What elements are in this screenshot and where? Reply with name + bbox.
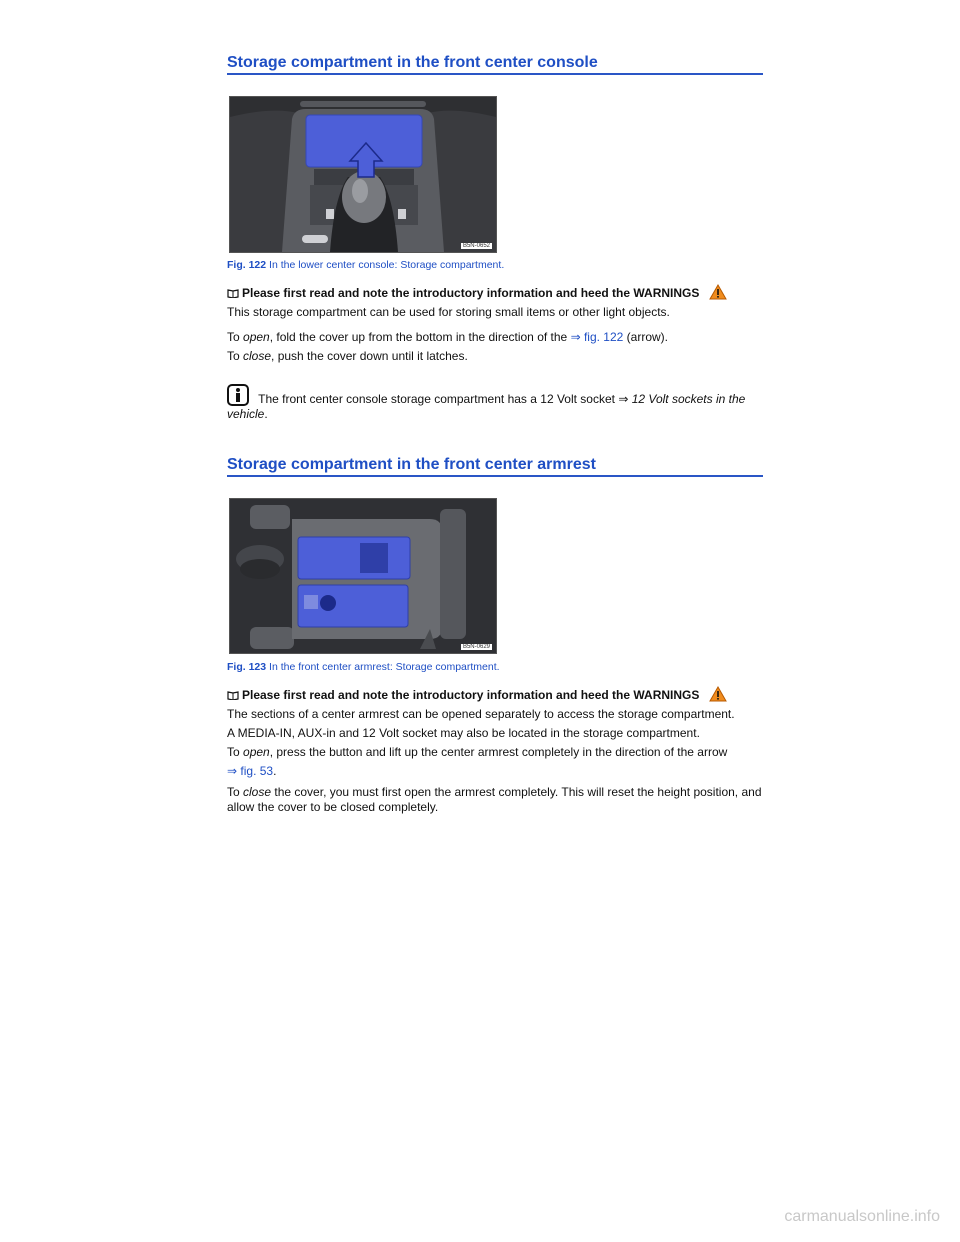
caption-number: Fig. 122 <box>227 259 267 271</box>
text: , push the cover down until it latches. <box>271 349 468 363</box>
paragraph: A MEDIA-IN, AUX-in and 12 Volt socket may also be located in the storage compartment. <box>227 726 700 740</box>
warning-icon <box>709 284 727 300</box>
fig-link[interactable]: ⇒ fig. 122 <box>570 330 624 344</box>
info-reference[interactable]: 12 Volt sockets in the vehicle <box>227 392 746 421</box>
intro-note <box>227 284 767 301</box>
warning-icon <box>709 686 727 702</box>
book-icon <box>227 289 239 298</box>
armrest-illustration <box>230 499 496 653</box>
intro-note <box>227 686 767 703</box>
text: the cover, you must first open the armrest completely. This will reset the height position, and allow the cover to be closed completely. <box>227 785 762 814</box>
text: , press the button and lift up the center armrest completely in the direction of the arrow <box>269 745 728 759</box>
emphasis: open <box>243 745 270 759</box>
caption-text: In the lower center console: Storage compartment. <box>266 259 505 271</box>
figure-code: B5N-0629 <box>462 644 490 650</box>
section-title-console: Storage compartment in the front center console <box>227 54 598 71</box>
fig-link[interactable]: ⇒ fig. 53 <box>227 764 274 778</box>
text: . <box>273 764 277 778</box>
info-icon <box>227 384 249 406</box>
text: (arrow). <box>623 330 668 344</box>
figure-console-storage <box>229 96 497 253</box>
footer-watermark: carmanualsonline.info <box>784 1208 940 1225</box>
text: To <box>227 349 244 363</box>
emphasis: close <box>243 785 272 799</box>
book-icon <box>227 691 239 700</box>
section-rule <box>227 73 763 75</box>
figure-armrest-storage <box>229 498 497 654</box>
caption-text: In the front center armrest: Storage compartment. <box>266 661 500 673</box>
text: , fold the cover up from the bottom in the direction of the <box>269 330 571 344</box>
figure-caption <box>227 259 504 271</box>
text: To <box>227 330 244 344</box>
info-note <box>227 384 757 422</box>
emphasis: open <box>243 330 270 344</box>
text: To <box>227 785 244 799</box>
paragraph: This storage compartment can be used for storing small items or other light objects. <box>227 305 670 319</box>
text: To <box>227 745 244 759</box>
section-title-armrest: Storage compartment in the front center armrest <box>227 456 596 473</box>
caption-number: Fig. 123 <box>227 661 267 673</box>
paragraph-close <box>227 349 767 364</box>
emphasis: close <box>243 349 272 363</box>
info-text: The front center console storage compartment has a 12 Volt socket <box>255 392 619 406</box>
figure-code: B5N-0652 <box>462 243 490 249</box>
paragraph-open-ref <box>227 764 767 779</box>
paragraph-open <box>227 330 767 345</box>
text: . <box>264 407 268 421</box>
paragraph: The sections of a center armrest can be opened separately to access the storage compartment. <box>227 707 735 721</box>
paragraph-close <box>227 785 763 815</box>
note-head: Please first read and note the introductory information and heed the WARNINGS <box>242 688 700 702</box>
paragraph-open <box>227 745 767 760</box>
console-illustration <box>230 97 496 252</box>
note-head: Please first read and note the introductory information and heed the WARNINGS <box>242 286 700 300</box>
section-rule <box>227 475 763 477</box>
figure-caption <box>227 661 500 673</box>
arrow-glyph: ⇒ <box>618 392 629 406</box>
